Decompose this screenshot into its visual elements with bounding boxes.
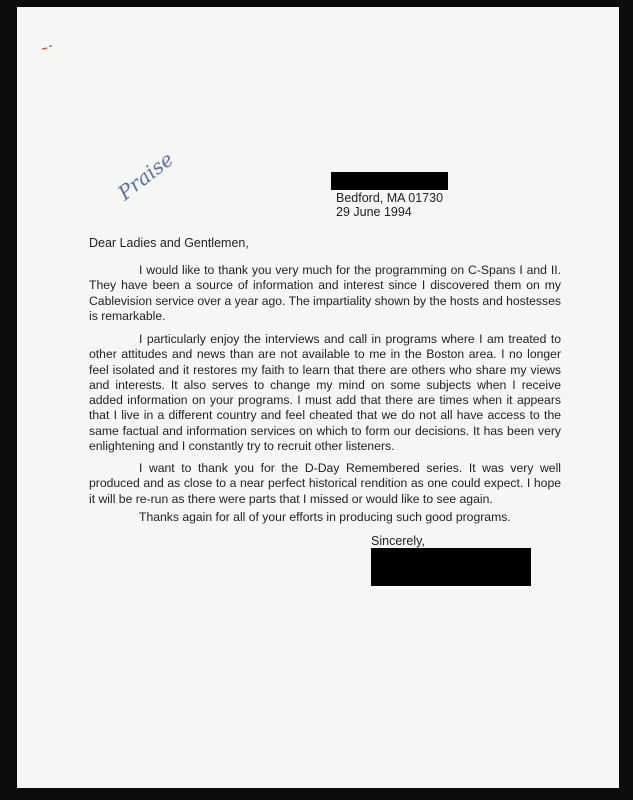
salutation: Dear Ladies and Gentlemen, [89, 236, 249, 250]
svg-text:Praise: Praise [113, 146, 178, 205]
sender-city: Bedford, MA 01730 [336, 191, 444, 205]
letter-page [17, 7, 619, 788]
body-paragraph-1: I would like to thank you very much for the programming on C-Spans I and II. They have been a source of information and interest since I discovered them on my Cablevision service over a year ago. The impartiality shown by the hosts and hostesses is remarkable. [89, 263, 561, 323]
handwritten-praise-annotation [103, 119, 203, 209]
body-paragraph-2: I particularly enjoy the interviews and call in programs where I am treated to other attitudes and news than are not available to me in the Boston area. I no longer feel isolated and it restores my faith to learn that there are others who share my views and interests. It also serves to change my mind on some subjects when I receive added information on your programs. I must add that there are times when it appears that I live in a different country and feel cheated that we do not all have access to the same factual and information services on which to form our decisions. It has been very enlightening and I constantly try to recruit other listeners. [89, 332, 561, 454]
red-pen-mark [41, 45, 53, 50]
redacted-signature [371, 548, 531, 586]
body-paragraph-3: I want to thank you for the D-Day Remembered series. It was very well produced and as close to a near perfect historical rendition as one could expect. I hope it will be re-run as there were parts that I missed or would like to see again. [89, 461, 561, 506]
redacted-sender-name [331, 172, 448, 190]
letter-date: 29 June 1994 [336, 205, 412, 219]
closing: Sincerely, [371, 534, 425, 548]
body-paragraph-4: Thanks again for all of your efforts in producing such good programs. [139, 510, 511, 524]
